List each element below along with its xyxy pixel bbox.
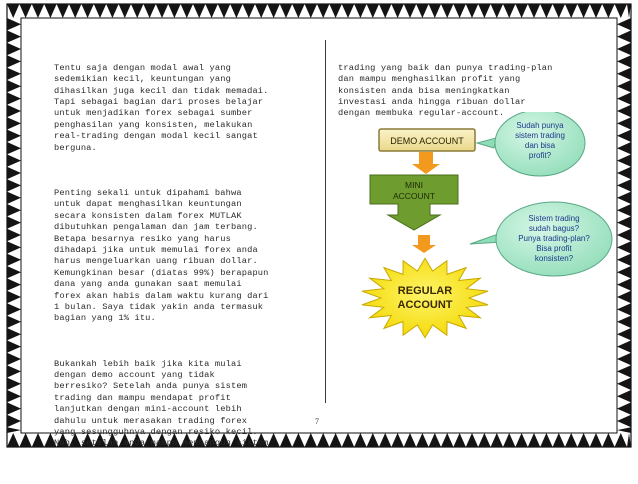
paragraph: Bukankah lebih baik jika kita mulai dengan demo account yang tidak berresiko? Setelah anda punya sistem trading dan mampu mendapat profit lanjutkan dengan mini-account lebih dahulu untuk merasakan trading forex yang sesungguhnya dengan resiko kecil. Nah, setelah anda mampu membangun sistem bbox=[54, 358, 269, 449]
speech-bubble bbox=[470, 202, 612, 276]
down-arrow-icon bbox=[412, 235, 436, 253]
page-number: 7 bbox=[315, 417, 319, 426]
mini-account-label: MINI bbox=[405, 180, 423, 190]
bubble-text: Sistem trading bbox=[528, 214, 580, 223]
bubble-text: konsisten? bbox=[534, 254, 574, 263]
down-arrow-icon bbox=[412, 152, 440, 174]
bubble-text: Sudah punya bbox=[516, 121, 564, 130]
column-divider bbox=[325, 40, 326, 403]
bubble-text: dan bisa bbox=[524, 141, 556, 150]
bubble-text: Punya trading-plan? bbox=[518, 234, 590, 243]
bubble-text: sudah bagus? bbox=[528, 224, 580, 233]
account-progression-diagram bbox=[332, 112, 632, 344]
mini-account-shape bbox=[370, 175, 458, 230]
left-column bbox=[54, 40, 316, 484]
demo-account-box bbox=[379, 129, 475, 151]
regular-account-label: REGULAR bbox=[397, 285, 453, 297]
speech-bubble bbox=[477, 112, 585, 176]
paragraph: trading yang baik dan punya trading-plan dan mampu menghasilkan profit yang konsisten anda bisa meningkatkan investasi anda hingga ribuan dollar dengan membuka regular-account. bbox=[338, 62, 553, 119]
bubble-text: profit? bbox=[528, 151, 552, 160]
bubble-text: Bisa profit bbox=[536, 244, 572, 253]
demo-account-label: DEMO ACCOUNT bbox=[390, 136, 464, 146]
regular-account-starburst bbox=[362, 258, 488, 337]
bubble-text: sistem trading bbox=[515, 131, 565, 140]
mini-account-label: ACCOUNT bbox=[392, 191, 436, 201]
paragraph: Penting sekali untuk dipahami bahwa untuk dapat menghasilkan keuntungan secara konsisten dalam forex MUTLAK dibutuhkan pengalaman dan jam terbang. Betapa besarnya resiko yang harus dihadapi jika untuk memulai forex anda harus mengeluarkan uang ribuan dollar. Kemungkinan besar (diatas 99%) berapapun dana yang anda gunakan saat memulai forex akan habis dalam waktu kurang dari 1 bulan. Saya tidak yakin anda termasuk bagian yang 1% itu. bbox=[54, 187, 269, 324]
regular-account-label: ACCOUNT bbox=[397, 299, 453, 311]
paragraph: Tentu saja dengan modal awal yang sedemikian kecil, keuntungan yang dihasilkan juga kecil dan tidak memadai. Tapi sebagai bagian dari proses belajar untuk menjadikan forex sebagai sumber penghasilan yang konsisten, melakukan real-trading dengan modal kecil sangat berguna. bbox=[54, 62, 269, 153]
